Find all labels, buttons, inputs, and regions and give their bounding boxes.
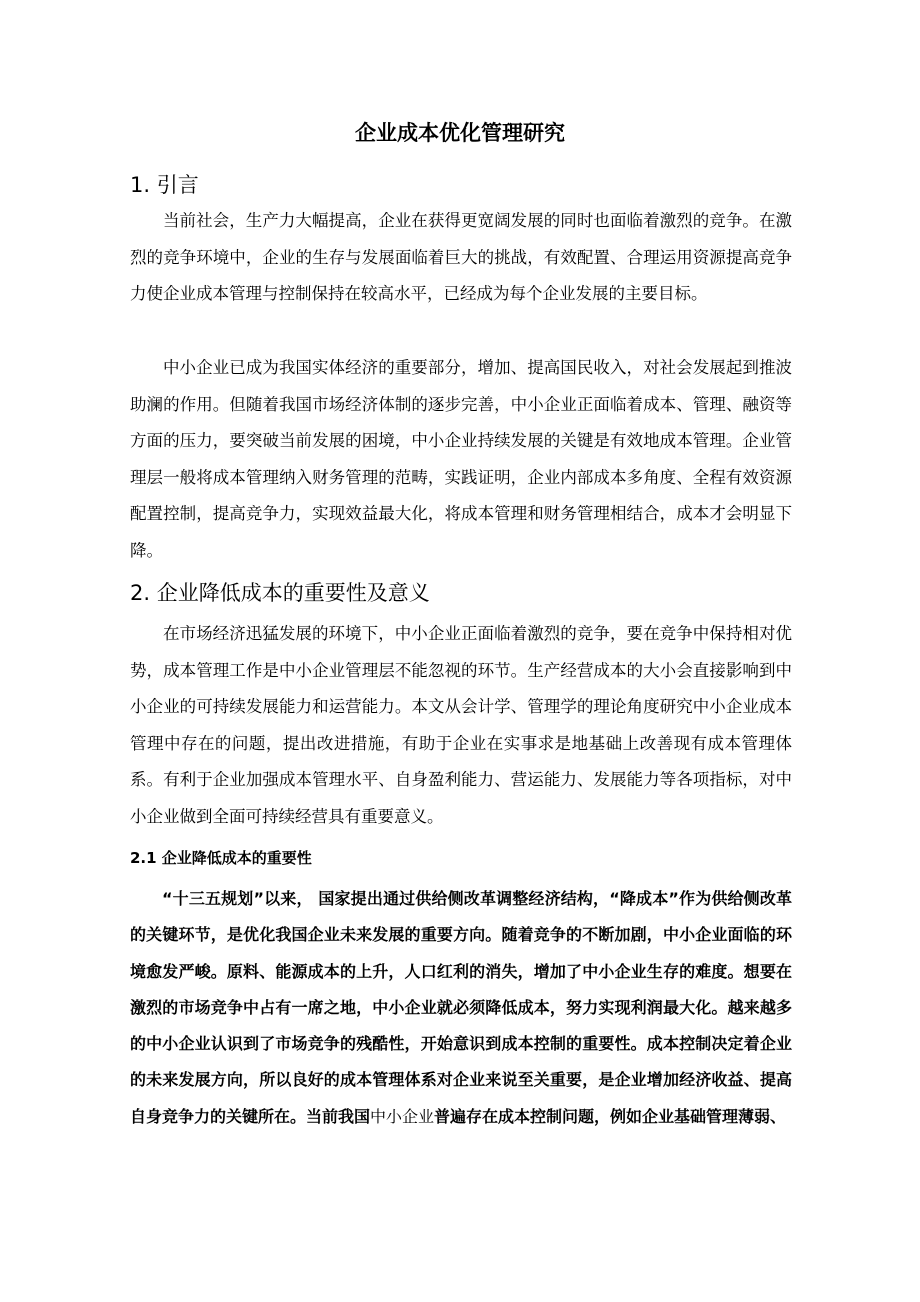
subsection-2-1-paragraph	[130, 881, 792, 1135]
paragraph-text-bold: “十三五规划”以来， 国家提出通过供给侧改革调整经济结构，“降成本”作为供给侧改革的关键环节，是优化我国企业未来发展的重要方向。随着竞争的不断加剧，中小企业面临的环境愈发严峻。原料、能源成本的上升，人口红利的消失，增加了中小企业生存的难度。想要在激烈的市场竞争中占有一席之地，中小企业就必须降低成本，努力实现利润最大化。越来越多的中小企业认识到了市场竞争的残酷性，开始意识到成本控制的重要性。成本控制决定着企业的未来发展方向，所以良好的成本管理体系对企业来说至关重要，是企业增加经济收益、提高自身竞争力的关键所在。当前我国	[130, 889, 792, 1126]
subsection-2-1-heading: 2.1 企业降低成本的重要性	[130, 849, 312, 867]
section-2-heading: 2. 企业降低成本的重要性及意义	[130, 581, 430, 605]
section-1-heading: 1. 引言	[130, 173, 199, 197]
paragraph-text-plain: 中小企业	[370, 1106, 435, 1126]
page-title: 企业成本优化管理研究	[355, 121, 565, 145]
section-2-paragraph-1: 在市场经济迅猛发展的环境下，中小企业正面临着激烈的竞争，要在竞争中保持相对优势，成本管理工作是中小企业管理层不能忽视的环节。生产经营成本的大小会直接影响到中小企业的可持续发展能力和运营能力。本文从会计学、管理学的理论角度研究中小企业成本管理中存在的问题，提出改进措施，有助于企业在实事求是地基础上改善现有成本管理体系。有利于企业加强成本管理水平、自身盈利能力、营运能力、发展能力等各项指标，对中小企业做到全面可持续经营具有重要意义。	[130, 624, 792, 826]
paragraph-text-bold-end: 普遍存在成本控制问题，例如企业基础管理薄弱、	[434, 1106, 787, 1126]
section-1-paragraph-2: 中小企业已成为我国实体经济的重要部分，增加、提高国民收入，对社会发展起到推波助澜的作用。但随着我国市场经济体制的逐步完善，中小企业正面临着成本、管理、融资等方面的压力，要突破当前发展的困境，中小企业持续发展的关键是有效地成本管理。企业管理层一般将成本管理纳入财务管理的范畴，实践证明，企业内部成本多角度、全程有效资源配置控制，提高竞争力，实现效益最大化，将成本管理和财务管理相结合，成本才会明显下降。	[130, 358, 792, 560]
section-1-paragraph-1: 当前社会，生产力大幅提高，企业在获得更宽阔发展的同时也面临着激烈的竞争。在激烈的竞争环境中，企业的生存与发展面临着巨大的挑战，有效配置、合理运用资源提高竞争力使企业成本管理与控制保持在较高水平，已经成为每个企业发展的主要目标。	[130, 211, 792, 303]
